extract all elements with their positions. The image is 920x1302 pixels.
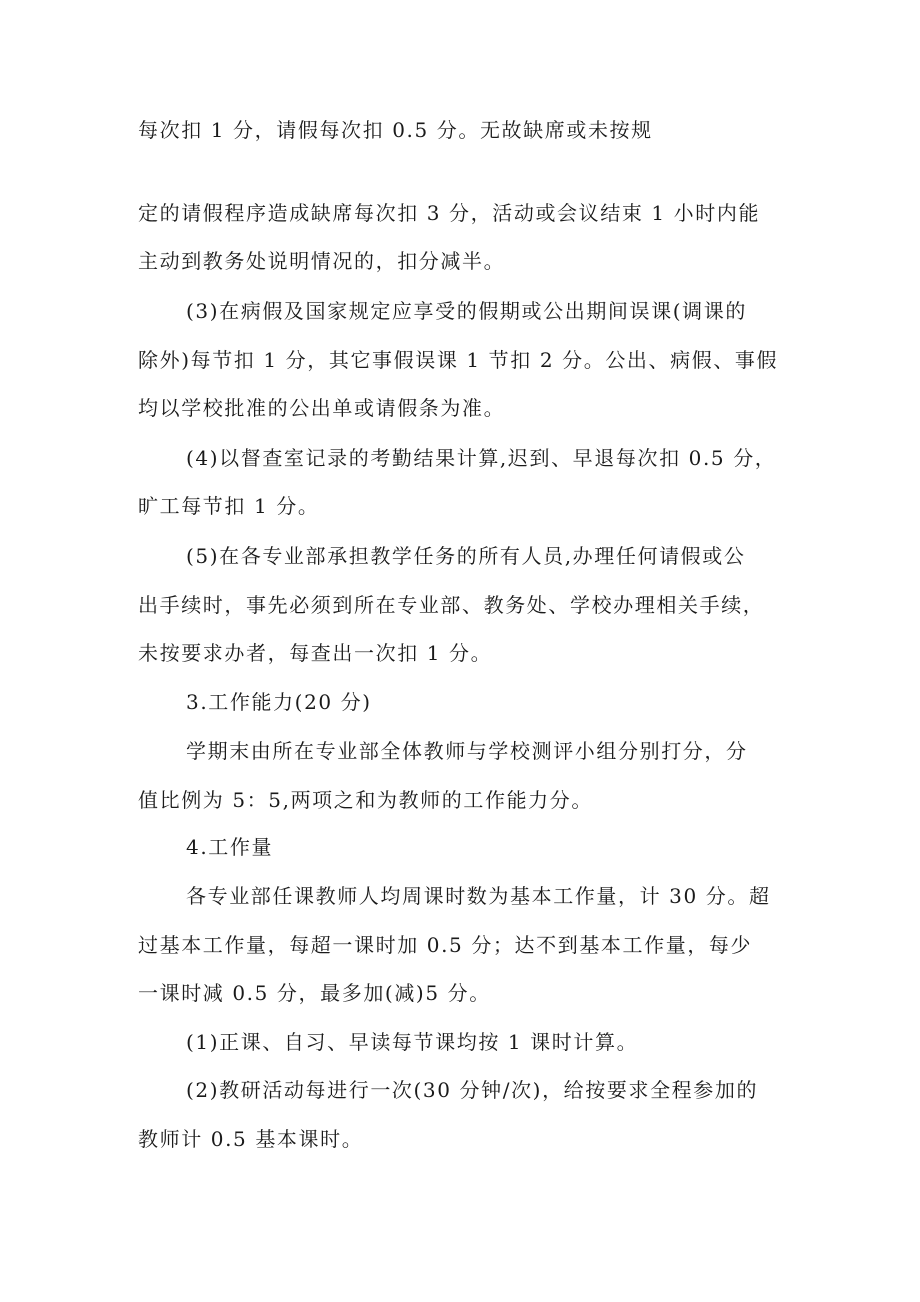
text-line: 除外)每节扣 1 分，其它事假误课 1 节扣 2 分。公出、病假、事假 <box>138 348 779 372</box>
section-heading: 3.工作能力(20 分) <box>186 690 372 714</box>
text-line: (5)在各专业部承担教学任务的所有人员,办理任何请假或公 <box>186 544 746 568</box>
text-line: 均以学校批准的公出单或请假条为准。 <box>138 396 506 420</box>
text-line: 未按要求办者，每查出一次扣 1 分。 <box>138 641 493 665</box>
text-line: 定的请假程序造成缺席每次扣 3 分，活动或会议结束 1 小时内能 <box>138 201 761 225</box>
text-line: 出手续时，事先必须到所在专业部、教务处、学校办理相关手续， <box>138 593 765 617</box>
text-line: 值比例为 5：5,两项之和为教师的工作能力分。 <box>138 788 593 812</box>
text-line: 旷工每节扣 1 分。 <box>138 494 320 518</box>
text-line: 每次扣 1 分，请假每次扣 0.5 分。无故缺席或未按规 <box>138 118 653 142</box>
text-line: 一课时减 0.5 分，最多加(减)5 分。 <box>138 981 491 1005</box>
text-line: (4)以督查室记录的考勤结果计算,迟到、早退每次扣 0.5 分， <box>186 446 777 470</box>
text-line: 各专业部任课教师人均周课时数为基本工作量，计 30 分。超 <box>186 884 771 908</box>
text-line: (1)正课、自习、早读每节课均按 1 课时计算。 <box>186 1030 639 1054</box>
section-heading: 4.工作量 <box>186 835 274 859</box>
text-line: (3)在病假及国家规定应享受的假期或公出期间误课(调课的 <box>186 299 747 323</box>
text-line: 主动到教务处说明情况的，扣分减半。 <box>138 249 506 273</box>
text-line: 教师计 0.5 基本课时。 <box>138 1127 364 1151</box>
text-line: (2)教研活动每进行一次(30 分钟/次)，给按要求全程参加的 <box>186 1078 759 1102</box>
text-line: 学期末由所在专业部全体教师与学校测评小组分别打分，分 <box>186 739 748 763</box>
text-line: 过基本工作量，每超一课时加 0.5 分；达不到基本工作量，每少 <box>138 933 753 957</box>
